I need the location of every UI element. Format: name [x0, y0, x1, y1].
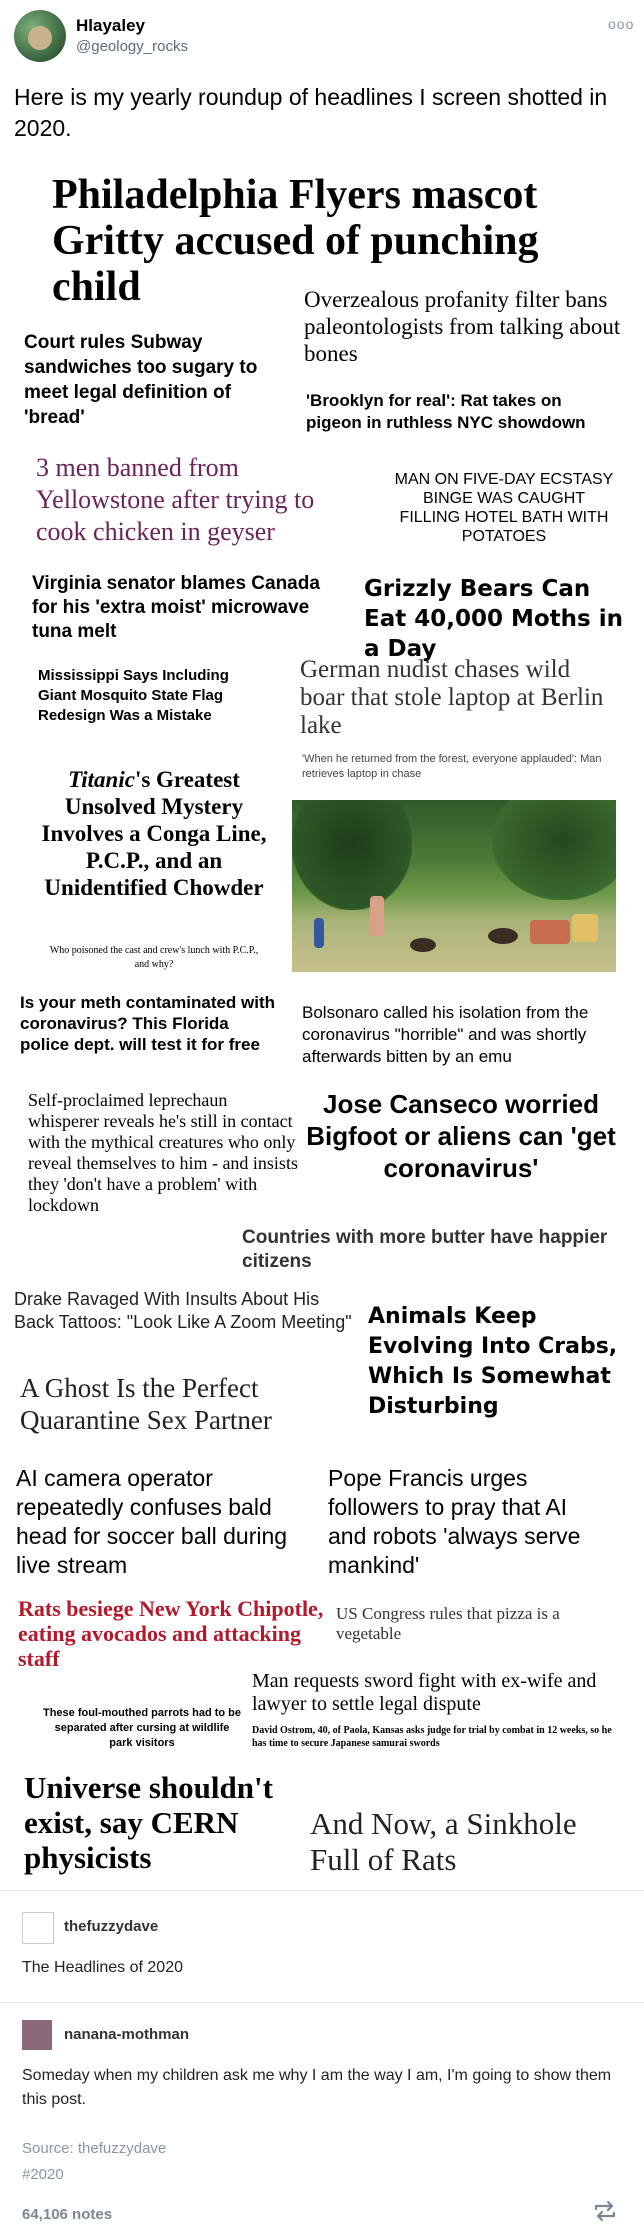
- headline-yellowstone: 3 men banned from Yellowstone after trying to cook chicken in geyser: [36, 453, 315, 546]
- headline-ecstasy: MAN ON FIVE-DAY ECSTASY BINGE WAS CAUGHT FILLING HOTEL BATH WITH POTATOES: [394, 471, 614, 545]
- reblogger-avatar[interactable]: [22, 2020, 52, 2050]
- post-handle[interactable]: @geology_rocks: [76, 38, 188, 55]
- reblogger-name[interactable]: thefuzzydave: [64, 1918, 159, 1935]
- boar-figure: [410, 938, 436, 952]
- headline-grizzly: Grizzly Bears Can Eat 40,000 Moths in a Day: [364, 576, 624, 662]
- person-figure: [314, 918, 324, 948]
- headline-gritty: Philadelphia Flyers mascot Gritty accused of punching child: [52, 172, 539, 310]
- person-figure: [370, 896, 384, 936]
- notes-count[interactable]: 64,106 notes: [22, 2206, 113, 2223]
- nudist-photo: [292, 800, 616, 972]
- headline-titanic-rest: 's Greatest Unsolved Mystery Involves a Conga Line, P.C.P., and an Unidentified Chowder: [41, 767, 267, 900]
- post-intro-text: Here is my yearly roundup of headlines I screen shotted in 2020.: [14, 84, 608, 141]
- headline-ai-camera: AI camera operator repeatedly confuses bald head for soccer ball during live stream: [16, 1465, 288, 1578]
- headline-pizza: US Congress rules that pizza is a vegetable: [336, 1604, 560, 1643]
- headline-sinkhole: And Now, a Sinkhole Full of Rats: [310, 1806, 577, 1877]
- divider: [0, 1890, 644, 1891]
- headline-nudist: German nudist chases wild boar that stole laptop at Berlin lake: [300, 656, 604, 739]
- headline-nudist-subtitle: 'When he returned from the forest, everyone applauded': Man retrieves laptop in chase: [302, 753, 602, 780]
- tree-shape: [492, 800, 616, 900]
- headline-mosquito: Mississippi Says Including Giant Mosquito State Flag Redesign Was a Mistake: [38, 667, 229, 724]
- source-link[interactable]: Source: thefuzzydave: [22, 2140, 167, 2157]
- post-tag[interactable]: #2020: [22, 2166, 64, 2183]
- headline-titanic-subtitle: Who poisoned the cast and crew's lunch with P.C.P., and why?: [49, 945, 259, 970]
- headline-meth: Is your meth contaminated with coronavirus? This Florida police dept. will test it for free: [20, 993, 276, 1054]
- headline-sword: Man requests sword fight with ex-wife and lawyer to settle legal dispute: [252, 1670, 597, 1715]
- boar-figure: [488, 928, 518, 944]
- tree-shape: [292, 800, 412, 910]
- reblogger-name[interactable]: nanana-mothman: [64, 2026, 190, 2043]
- headline-titanic: [34, 766, 274, 901]
- reblog-text: Someday when my children ask me why I am the way I am, I'm going to show them this post.: [22, 2067, 612, 2108]
- headline-rats-chipotle: Rats besiege New York Chipotle, eating avocados and attacking staff: [18, 1596, 324, 1671]
- headline-crabs: Animals Keep Evolving Into Crabs, Which Is Somewhat Disturbing: [368, 1304, 618, 1419]
- people-group: [572, 914, 598, 942]
- headline-titanic-italic: Titanic: [68, 767, 135, 792]
- people-group: [530, 920, 570, 944]
- headline-leprechaun: Self-proclaimed leprechaun whisperer reveals he's still in contact with the mythical creatures who only reveal themselves to him - and insists they 'don't have a problem' with lockdown: [28, 1090, 298, 1215]
- avatar[interactable]: [14, 10, 66, 62]
- divider: [0, 2002, 644, 2003]
- headline-cern: Universe shouldn't exist, say CERN physicists: [24, 1770, 273, 1875]
- headline-pope: Pope Francis urges followers to pray that AI and robots 'always serve mankind': [328, 1465, 581, 1578]
- headline-canseco: Jose Canseco worried Bigfoot or aliens can 'get coronavirus': [306, 1089, 616, 1183]
- reblogger-avatar[interactable]: [22, 1912, 54, 1944]
- headline-parrots: These foul-mouthed parrots had to be separated after cursing at wildlife park visitors: [42, 1707, 241, 1749]
- headline-subway: Court rules Subway sandwiches too sugary to meet legal definition of 'bread': [24, 332, 258, 428]
- headline-profanity: Overzealous profanity filter bans paleontologists from talking about bones: [304, 287, 621, 366]
- headline-senator: Virginia senator blames Canada for his 'extra moist' microwave tuna melt: [32, 573, 320, 642]
- more-options-icon[interactable]: ooo: [608, 16, 635, 32]
- headline-bolsonaro: Bolsonaro called his isolation from the coronavirus "horrible" and was shortly afterwards bitten by an emu: [302, 1003, 589, 1066]
- headline-drake: Drake Ravaged With Insults About His Back Tattoos: "Look Like A Zoom Meeting": [14, 1289, 352, 1332]
- headline-sword-subtitle: David Ostrom, 40, of Paola, Kansas asks judge for trial by combat in 12 weeks, so he has time to secure Japanese samurai swords: [252, 1725, 612, 1749]
- post-username[interactable]: Hlayaley: [76, 16, 145, 35]
- headline-ghost: A Ghost Is the Perfect Quarantine Sex Partner: [20, 1373, 272, 1435]
- headline-butter: Countries with more butter have happier citizens: [242, 1227, 608, 1272]
- headline-rat: 'Brooklyn for real': Rat takes on pigeon in ruthless NYC showdown: [306, 391, 586, 432]
- reblog-text: The Headlines of 2020: [22, 1959, 183, 1976]
- reblog-icon[interactable]: [592, 2200, 618, 2222]
